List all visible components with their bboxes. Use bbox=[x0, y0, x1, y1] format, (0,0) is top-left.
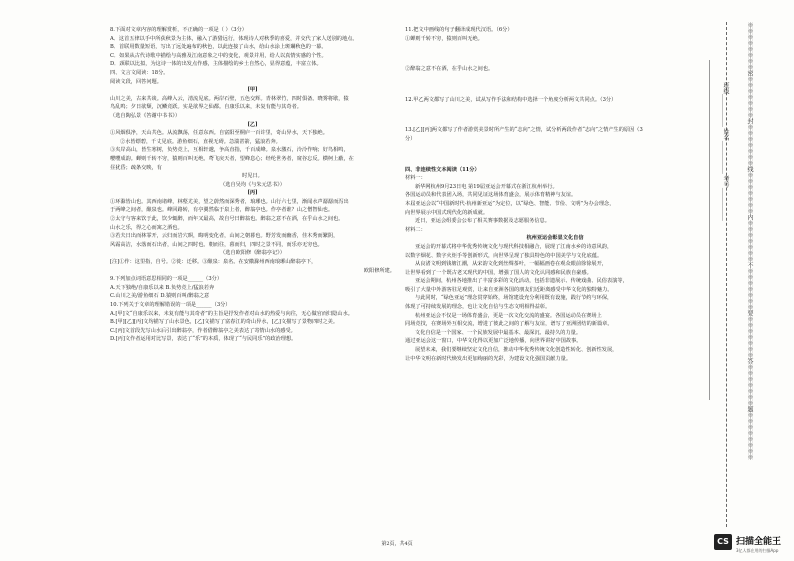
passage-yi-line: 昼犹昏；疏条交映，有 bbox=[110, 164, 162, 171]
passage-note: [注]①作：这里指，自号。②徙：迁移。③酿泉：泉名。在安徽滁州西南琅琊山醉翁亭下， bbox=[110, 259, 317, 266]
question-10: 10.下列关于文章的理解错误的一项是______（3分） bbox=[110, 302, 231, 308]
passage-yi-line: 时见日。 bbox=[242, 173, 263, 180]
question-13: 分） bbox=[405, 135, 416, 142]
material-two-line: 展望未来，我们要继续坚定文化自信，推动中华优秀传统文化创造性转化、创新性发展， bbox=[415, 347, 618, 354]
material-two-label: 材料二： bbox=[405, 226, 426, 233]
material-one-line: 新华网杭州9月23日电 第19届亚运会开幕式在浙江杭州举行。 bbox=[415, 183, 558, 190]
material-two-line: 体现了可持续发展的理念，也让文化自信与生态文明相得益彰。 bbox=[405, 304, 551, 311]
question-11-item: ②醉翁之意不在酒，在乎山水之间也。 bbox=[405, 66, 494, 73]
reading-instruction: 阅读文段，回答问题。 bbox=[110, 78, 162, 85]
passage-jia-title: [甲] bbox=[247, 87, 258, 94]
scanner-logo-icon: CS bbox=[714, 534, 732, 550]
passage-note: 欧阳修所建。 bbox=[363, 267, 395, 274]
seal-line-strip bbox=[745, 22, 757, 527]
material-two-line: 让中华文明在新时代焕发出更加绚丽的光彩，为建设文化强国贡献力量。 bbox=[405, 355, 572, 362]
material-two-line: 文化自信是一个国家、一个民族发展中最基本、最深沉、最持久的力量。 bbox=[415, 329, 582, 336]
material-one-line: 各国运动员和代表团入场，共同见证这场体育盛会，展示体育精神与友谊。 bbox=[405, 192, 577, 199]
material-one-line: 本届亚运会以“中国新时代·杭州新亚运”为定位，以“绿色、智能、节俭、文明”为办会理念， bbox=[405, 200, 615, 207]
material-two-title: 杭州亚运会彰显文化自信 bbox=[526, 235, 584, 242]
passage-bing-line: 风霜高洁，水落而石出者，山间之四时也。朝而往，暮而归，四时之景不同，而乐亦无穷也。 bbox=[110, 241, 323, 248]
passage-bing-line: 山水之乐，得之心而寓之酒也。 bbox=[110, 224, 183, 231]
scanner-tagline: 3亿人都在用的扫描App bbox=[736, 548, 779, 553]
student-info-fields: 班级___________ 姓名___________ 考号___________ bbox=[722, 82, 729, 221]
material-two-line: 以数字烟花、数字火炬手等创新形式，向世界呈现了独具特色的中国美学与文化底蕴。 bbox=[405, 252, 603, 259]
binding-margin bbox=[718, 22, 740, 527]
material-two-line: 杭州亚运会不仅是一场体育盛会，更是一次文化交流的盛宴。各国运动员在赛场上 bbox=[415, 312, 602, 319]
option-8c: C．如果从古代诗歌中描绘与高雅及江南意象之中的变化，观景并用，给人以真情实感的个性。 bbox=[110, 52, 327, 59]
passage-yi-source: （选自吴均《与朱元思书》） bbox=[220, 181, 285, 188]
material-two-line: 通过亚运会这一窗口，中华文化得以更加广泛地传播，向世界讲好中国故事。 bbox=[405, 338, 582, 345]
material-two-line: 让世界看到了一个既古老又现代的中国，增强了国人的文化认同感和民族自豪感。 bbox=[405, 269, 592, 276]
option-9-ab: A.天下独绝/自康乐以来 B.负势竞上/猛浪若奔 bbox=[110, 284, 215, 291]
passage-bing-line: 于两峰之间者，酿泉也。峰回路转，有亭翼然临于泉上者，醉翁亭也。作亭者谁？山之僧智仙也。 bbox=[110, 207, 334, 214]
question-13: 13.[乙][丙]两文都写了作者游赏美景时所产生的“志向”之情，试分析两段作者“志向”之情产生的原因（3 bbox=[405, 127, 643, 134]
question-11-item: ①蝉则千转不穷，猿则百叫无绝。 bbox=[405, 35, 483, 42]
material-two-line: 同场竞技，在赛场外互相交流，增进了彼此之间的了解与友谊，谱写了亚洲团结的新篇章。 bbox=[405, 321, 613, 328]
option-10a: A.[甲]文“自康乐以来，未复有能与其奇者”的主旨是抒发作者对山水的热爱与向往，无心做官而归隐山水。 bbox=[110, 310, 353, 317]
passage-jia-line: 鸟乱鸣；夕日欲颓，沉鳞竞跃。实是欲界之仙都。自康乐以来，未复有能与其奇者。 bbox=[110, 104, 302, 111]
passage-bing-line: ①环滁皆山也。其西南诸峰，林壑尤美，望之蔚然而深秀者，琅琊也。山行六七里，渐闻水声潺潺而泻出 bbox=[110, 198, 349, 205]
passage-bing-line: ③若夫日出而林霏开，云归而岩穴暝，晦明变化者，山间之朝暮也。野芳发而幽香，佳木秀而繁阴， bbox=[110, 233, 339, 240]
left-column bbox=[110, 26, 395, 344]
passage-yi-line: 嘤嘤成韵。蝉则千转不穷，猿则百叫无绝。鸢飞戾天者，望峰息心；经纶世务者，窥谷忘反。横柯上蔽，在 bbox=[110, 155, 354, 162]
scanner-watermark bbox=[708, 530, 794, 560]
passage-yi-line: ①风烟俱净，天山共色。从流飘荡，任意东西。自富阳至桐庐一百许里，奇山异水，天下独绝。 bbox=[110, 130, 328, 137]
material-one-label: 材料一： bbox=[405, 175, 426, 182]
option-10b: B.[甲][乙][丙]文均描写了山水景色，[乙]文描写了富春江的奇山异水，[乙]文描写了景物四时之美。 bbox=[110, 319, 339, 326]
question-9: 9.下列加点词语意思相同的一项是______（3分） bbox=[110, 276, 223, 283]
material-two-line: 亚运会期间，杭州各地推出了丰富多彩的文化活动，包括非遗展示、传统戏曲、民俗表演等， bbox=[415, 278, 628, 285]
margin-line bbox=[709, 60, 718, 400]
option-10c: C.[丙]文首段先写山水后引出醉翁亭，作者借醉翁亭之美表达了寄情山水的感受。 bbox=[110, 327, 296, 334]
material-one-line: 向世界展示中国式现代化的新成就。 bbox=[405, 209, 489, 216]
section-four-heading: 四、非连续性文本阅读（11分） bbox=[405, 166, 480, 173]
passage-bing-title: [丙] bbox=[247, 190, 258, 197]
material-one-line: 近日，亚运会组委会公布了相关赛事数据及志愿服务信息。 bbox=[415, 218, 550, 225]
passage-yi-line: ③夹岸高山，皆生寒树，负势竞上，互相轩邈，争高直指，千百成峰。泉水激石，泠泠作响；好鸟相鸣， bbox=[110, 147, 349, 154]
material-two-line: 吸引了大量中外游客驻足观赏，让来自亚洲各国的朋友们近距离感受中华文化的独特魅力。 bbox=[405, 286, 613, 293]
option-8b: B．首联用数量短语，写出了远处遍布的秋色，以此连接了山水，给山水涂上斑斓秋色的一幕。 bbox=[110, 44, 327, 51]
right-column bbox=[405, 26, 705, 363]
option-10d: D.[丙]文作者运用对比写景，表达了“乐”的本质，体现了“与民同乐”的政治理想。 bbox=[110, 336, 297, 343]
question-12: 12.甲乙两文都写了山川之美，试从写作手法和结构中选择一个角度分析两文共同点。（3分） bbox=[405, 96, 617, 103]
passage-bing-line: ②太守与客来饮于此，饮少辄醉，而年又最高，故自号曰醉翁也。醉翁之意不在酒，在乎山水之间也。 bbox=[110, 216, 344, 223]
scanner-app-name: 扫描全能王 bbox=[736, 537, 782, 547]
question-8: 8.下面对文章内容的理解赏析，不正确的一项是（ ）（3分） bbox=[110, 27, 247, 33]
question-11: 11.把文中画线的句子翻译成现代汉语。（6分） bbox=[405, 27, 513, 33]
option-8a: A．这首五律以手中所获秋景为主体，融入了游猎远行，体现诗人对秋季的喜爱，并交代了家人送别的地点。 bbox=[110, 35, 358, 42]
seal-line-text: ※※※※※※※※密※※※※※※※封※※※※※※※线※※※※※※※内※※※※※※※不※※※※※※※要※※※※※※※答※※※※※※※题※※※※※※※※ bbox=[746, 22, 753, 460]
page-number: 第2页，共4页 bbox=[381, 541, 413, 547]
section-heading: 四、文言文阅读：18分。 bbox=[110, 69, 169, 76]
option-9-cd: C.山川之美/游鱼细石 D.猿则百叫/醉翁之意 bbox=[110, 293, 210, 300]
passage-yi-title: [乙] bbox=[247, 121, 258, 128]
material-two-line: 与此同时，“绿色亚运”理念贯穿始终，场馆建设充分利用既有设施，践行节约与环保， bbox=[415, 295, 613, 302]
passage-jia-source: （选自陶弘景《答谢中书书》） bbox=[110, 112, 181, 119]
passage-bing-source: （选自欧阳修《醉翁亭记》） bbox=[220, 250, 285, 257]
option-8d: D．颈联以比拟，为这诗一体的出发点作感，主体描绘的乡土自然心，显得意蕴，丰富立体。 bbox=[110, 61, 322, 68]
passage-yi-line: ②水皆缥碧，千丈见底。游鱼细石，直视无碍。急湍甚箭，猛浪若奔。 bbox=[120, 138, 281, 145]
material-two-line: 从良渚文明到钱塘江潮，从宋韵文化到丝绸茶叶，一幅幅画卷在观众眼前徐徐展开， bbox=[415, 261, 607, 268]
material-two-line: 亚运会的开幕式将中华优秀传统文化与现代科技相融合，展现了江南水乡的诗意风韵， bbox=[415, 243, 613, 250]
passage-jia-line: 山川之美，古来共谈。高峰入云，清流见底。两岸石壁，五色交辉。青林翠竹，四时俱备。晓雾将歇，猿 bbox=[110, 95, 349, 102]
